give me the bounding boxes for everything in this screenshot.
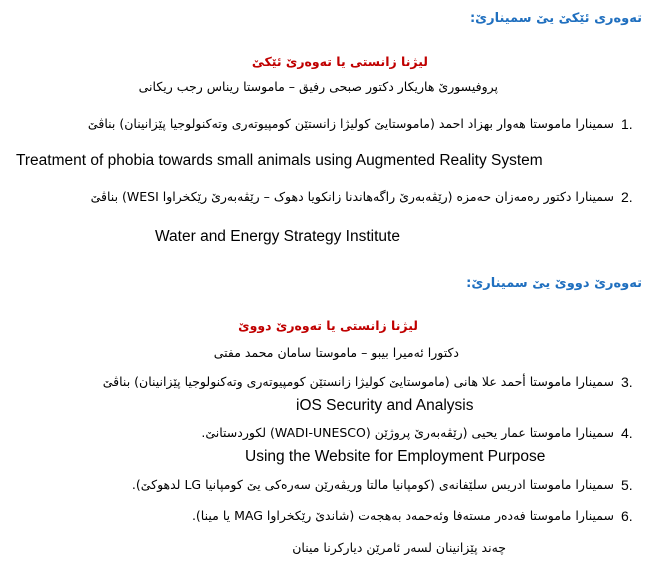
item-number: 3. bbox=[621, 374, 633, 390]
session1-committee-members: پروفیسورێ هاریکار دکتور صبحی رفیق – ماموستا ریناس رجب ریکانی bbox=[138, 79, 498, 94]
item-4-title: Using the Website for Employment Purpose bbox=[245, 448, 546, 465]
session2-committee-title: لیژنا زانستی یا تەوەرێ دووێ bbox=[238, 318, 418, 333]
item-1-title: Treatment of phobia towards small animals using Augmented Reality System bbox=[16, 152, 543, 169]
session1-committee-title: لیژنا زانستی یا تەوەرێ ئێکێ bbox=[251, 54, 428, 69]
item-2-title: Water and Energy Strategy Institute bbox=[155, 228, 400, 245]
session1-heading: تەوەری ئێکێ یێ سمینارێ: bbox=[469, 11, 642, 26]
item-number: 5. bbox=[621, 477, 633, 493]
item-4-text: سمینارا ماموستا عمار یحیی (رێڤەبەرێ پروژێن (WADI-UNESCO) لکوردستانێ. bbox=[201, 425, 614, 440]
item-6-text: سمینارا ماموستا فەدەر مستەفا وئەحمەد بەهجەت (شاندێ رێکخراوا MAG یا مینا). bbox=[191, 508, 614, 523]
item-number: 6. bbox=[621, 508, 633, 524]
closing-text: چەند پێزانینان لسەر ئامرێن دیارکرنا مینان bbox=[292, 540, 506, 555]
session2-heading: تەوەرێ دووێ یێ سمینارێ: bbox=[466, 276, 642, 291]
item-3-title: iOS Security and Analysis bbox=[296, 397, 474, 414]
item-2-text: سمینارا دکتور رەمەزان حەمزە (رێڤەبەرێ راگەهاندنا زانکویا دهوک – رێڤەبەرێ رێکخراوا WESI) بناڤێ bbox=[90, 189, 614, 204]
item-number: 4. bbox=[621, 425, 633, 441]
item-1-text: سمینارا ماموستا هەوار بهزاد احمد (ماموستایێ کولیژا زانستێن کومپیوتەری وتەکنولوجیا پێزانینان) بناڤێ bbox=[87, 116, 614, 131]
item-number: 1. bbox=[621, 116, 633, 132]
item-number: 2. bbox=[621, 189, 633, 205]
item-5-text: سمینارا ماموستا ادریس سلێفانەی (کومپانیا مالتا وریڤەرێن سەرەکی یێ کومپانیا LG لدهوکێ). bbox=[131, 477, 614, 492]
session2-committee-members: دکتورا ئەمیرا بیبو – ماموستا سامان محمد مفتی bbox=[213, 345, 459, 360]
item-3-text: سمینارا ماموستا أحمد علا هانی (ماموستایێ کولیژا زانستێن کومپیوتەری وتەکنولوجیا پێزانینان) بناڤێ bbox=[102, 374, 614, 389]
